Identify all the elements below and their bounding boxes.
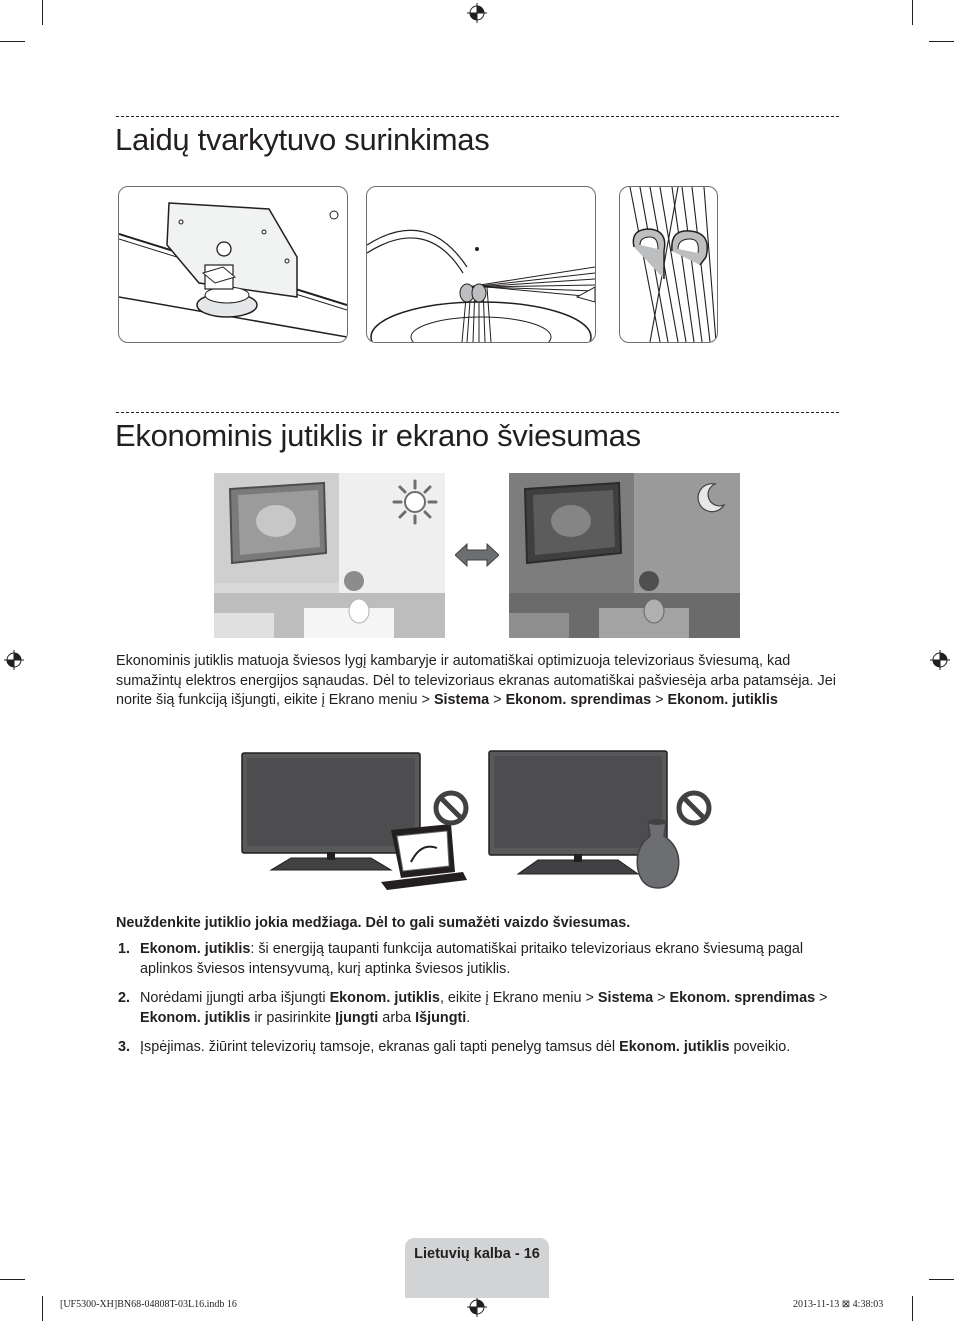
text-run: Norėdami įjungti arba išjungti (140, 990, 330, 1006)
registration-mark-icon (930, 650, 950, 670)
registration-mark-icon (4, 650, 24, 670)
list-item-number: 3. (118, 1039, 131, 1055)
illustration-tv-with-vase (488, 750, 718, 890)
illustration-cable-holder (366, 186, 596, 343)
text-run: . (466, 1009, 471, 1026)
prohibited-icon (433, 790, 469, 826)
section-divider (116, 412, 839, 413)
bold-term: Sistema (597, 990, 654, 1006)
print-slug-left: [UF5300-XH]BN68-04808T-03L16.indb 16 (60, 1299, 237, 1310)
bold-term: Ekonom. sprendimas (669, 990, 816, 1006)
stand-base-drawing (119, 187, 347, 342)
cable-holder-drawing (367, 187, 595, 342)
illustration-tv-with-frame (241, 752, 471, 892)
registration-mark-icon (467, 3, 487, 23)
crop-mark (929, 41, 954, 42)
bold-term: Ekonom. jutiklis (619, 1039, 730, 1055)
text-run: > (651, 692, 668, 708)
bold-term: Ekonom. jutiklis (667, 692, 778, 708)
bold-term: Ekonom. jutiklis (140, 941, 251, 957)
text-run: > (489, 692, 506, 708)
bold-term: Ekonom. sprendimas (505, 692, 652, 708)
numbered-list (116, 940, 838, 1058)
text-run: poveikio. (729, 1039, 791, 1055)
page-number-label: Lietuvių kalba - 16 (414, 1246, 540, 1262)
prohibited-icon (676, 790, 712, 826)
bold-term: Išjungti (415, 1009, 467, 1026)
text-run: > (815, 990, 828, 1006)
text-run: Įspėjimas. žiūrint televizorių tamsoje, ekranas gali tapti penelyg tamsus dėl (140, 1039, 620, 1055)
bold-term: Ekonom. jutiklis (140, 1009, 251, 1026)
section-title-eco-sensor: Ekonominis jutiklis ir ekrano šviesumas (115, 418, 641, 453)
text-run: ir pasirinkite (250, 1009, 336, 1026)
intro-paragraph (116, 652, 836, 711)
crop-mark (929, 1279, 954, 1280)
text-run: : ši energiją taupanti funkcija automatiškai pritaiko televizoriaus ekrano šviesumą pagal aplinkos šviesos intensyvumą, kurį aptinka šviesos jutiklis. (140, 941, 804, 977)
illustration-cable-clip-closeup (619, 186, 718, 343)
text-run: arba (378, 1009, 416, 1026)
print-slug-right: 2013-11-13 ⊠ 4:38:03 (793, 1299, 884, 1310)
warning-text: Neuždenkite jutiklio jokia medžiaga. Dėl to gali sumažėti vaizdo šviesumas. (116, 915, 631, 931)
text-run: Ekonominis jutiklis matuoja šviesos lygį kambaryje ir automatiškai optimizuoja televizoriaus šviesumą, kad sumažintų elektros energijos sąnaudas. Dėl to televizoriaus ekranas automatiškai pašviesėja arba patamsėja. Jei norite šią funkciją išjungti, eikite į Ekrano meniu > (116, 653, 836, 708)
bold-term: Sistema (433, 692, 490, 708)
registration-mark-icon (467, 1297, 487, 1317)
list-item (116, 989, 838, 1028)
photo-bright-room (214, 473, 445, 638)
illustration-stand-base (118, 186, 348, 343)
sun-icon (392, 479, 438, 525)
moon-icon (693, 481, 727, 515)
list-item (116, 1038, 838, 1058)
crop-mark (912, 1296, 913, 1321)
double-arrow-icon (455, 542, 499, 568)
list-item (116, 940, 838, 979)
crop-mark (42, 0, 43, 25)
crop-mark (0, 41, 25, 42)
bold-term: Ekonom. jutiklis (329, 990, 440, 1006)
bold-term: Įjungti (335, 1009, 379, 1026)
text-run: , eikite į Ekrano meniu > (439, 990, 598, 1006)
section-title-cable-manager: Laidų tvarkytuvo surinkimas (115, 122, 490, 157)
crop-mark (912, 0, 913, 25)
text-run: > (653, 990, 670, 1006)
crop-mark (0, 1279, 25, 1280)
list-item-number: 1. (118, 941, 131, 957)
list-item-number: 2. (118, 990, 131, 1006)
crop-mark (42, 1296, 43, 1321)
section-divider (116, 116, 839, 117)
photo-dark-room (509, 473, 740, 638)
cable-clip-drawing (620, 187, 717, 342)
